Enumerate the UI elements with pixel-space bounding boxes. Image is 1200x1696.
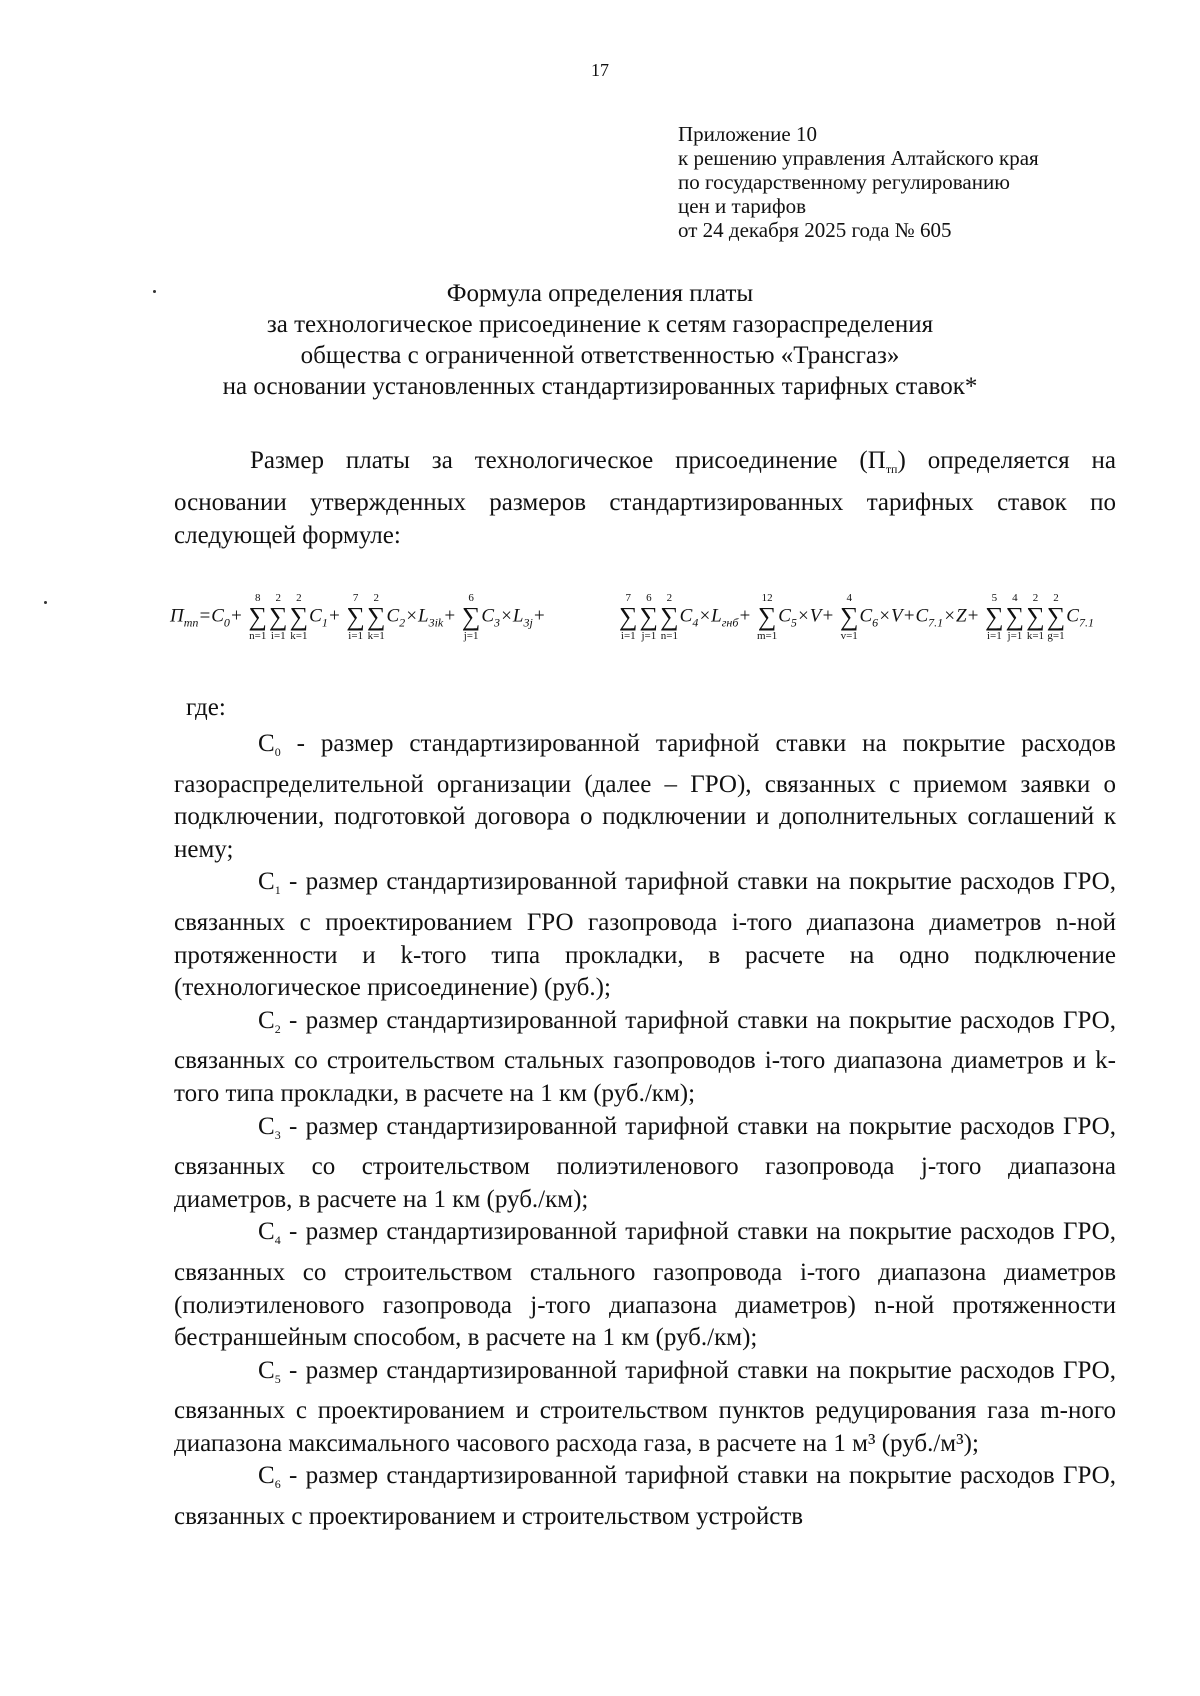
intro-subscript: тп xyxy=(885,462,898,476)
formula-term: C xyxy=(679,605,693,627)
sum-sign xyxy=(660,592,679,642)
sum-upper: 2 xyxy=(373,592,379,604)
definition-text: - размер стандартизированной тарифной ставки на покрытие расходов ГРО, связанных с проектированием ГРО газопровода i-того диапазона диаметров n-ной протяженности и k-того типа прокладки, в расчете на одно подключение (технологическое присоединение) (руб.); xyxy=(174,868,1116,1002)
definition-text: - размер стандартизированной тарифной ставки на покрытие расходов ГРО, связанных с проектированием и строительством пунктов редуцирования газа m-ного диапазона максимального часового расхода газа, в расчете на 1 м³ (руб./м³); xyxy=(174,1356,1116,1457)
intro-text: Размер платы за технологическое присоединение (П xyxy=(250,447,886,474)
title-line: Формула определения платы xyxy=(446,280,754,307)
sum-lower: j=1 xyxy=(463,630,479,642)
definition-symbol: C xyxy=(258,1112,275,1140)
sum-sign xyxy=(248,592,267,642)
sum-lower: i=1 xyxy=(986,630,1002,642)
sum-upper: 6 xyxy=(646,592,652,604)
sigma-glyph: ∑ xyxy=(248,602,268,631)
formula-subscript: 6 xyxy=(872,615,879,630)
definition-symbol: C xyxy=(258,730,275,757)
sum-sign xyxy=(757,592,777,642)
sum-upper: 2 xyxy=(1053,592,1059,604)
sum-sign xyxy=(985,592,1004,642)
definition-item xyxy=(174,866,1116,1004)
sum-lower: j=1 xyxy=(641,630,657,642)
definition-text: - размер стандартизированной тарифной ставки на покрытие расходов газораспределительной организации (далее – ГРО), связанных с приемом заявки о подключении, подготовкой договора о подключении и дополнительных соглашений к нему; xyxy=(174,730,1116,863)
definition-symbol: C xyxy=(258,1462,275,1490)
formula-subscript: 1 xyxy=(321,615,328,630)
definition-subscript: 2 xyxy=(274,1021,281,1036)
formula-plus: + xyxy=(966,605,980,627)
appendix-line: по государственному регулированию xyxy=(678,170,1010,194)
appendix-line: от 24 декабря 2025 года № 605 xyxy=(678,218,952,242)
formula-subscript: 0 xyxy=(223,615,230,630)
sigma-glyph: ∑ xyxy=(289,602,309,631)
where-label: где: xyxy=(186,694,226,721)
sum-sign xyxy=(1006,592,1025,642)
formula-c0: =C xyxy=(198,605,224,627)
definition-subscript: 6 xyxy=(274,1477,281,1492)
sigma-glyph: ∑ xyxy=(660,602,679,631)
formula-plus: + xyxy=(902,605,916,627)
definition-subscript: 3 xyxy=(274,1127,281,1142)
sum-sign xyxy=(1026,592,1045,642)
formula-left-part xyxy=(170,592,546,642)
sum-sign xyxy=(462,592,481,642)
formula-term: C xyxy=(859,605,873,627)
sum-sign xyxy=(640,592,659,642)
sum-sign xyxy=(290,592,309,642)
formula-subscript: 3j xyxy=(523,615,533,630)
definition-symbol: C xyxy=(258,868,275,896)
formula-term: C xyxy=(778,605,791,627)
sum-upper: 4 xyxy=(846,592,852,604)
formula-right-part xyxy=(618,592,1094,642)
sum-sign xyxy=(619,592,638,642)
formula-term: C xyxy=(481,605,495,627)
definition-item xyxy=(174,1355,1116,1461)
title-line: за технологическое присоединение к сетям газораспределения xyxy=(266,311,934,338)
formula-plus: + xyxy=(532,605,546,627)
definition-item xyxy=(174,1216,1116,1354)
sigma-glyph: ∑ xyxy=(461,602,481,631)
document-title xyxy=(0,278,1200,402)
sigma-glyph: ∑ xyxy=(346,602,365,631)
title-line: на основании установленных стандартизированных тарифных ставок* xyxy=(222,373,978,400)
sum-upper: 12 xyxy=(761,592,773,604)
definition-symbol: C xyxy=(258,1218,275,1246)
formula-term: ×V xyxy=(878,605,903,627)
formula-term: C xyxy=(386,605,400,627)
sum-lower: g=1 xyxy=(1047,630,1065,642)
sum-lower: i=1 xyxy=(620,630,636,642)
sum-lower: i=1 xyxy=(348,630,364,642)
sum-sign xyxy=(346,592,365,642)
definition-item xyxy=(174,1005,1116,1111)
definition-text: - размер стандартизированной тарифной ставки на покрытие расходов ГРО, связанных со строительством стального газопровода i-того диапазона диаметров (полиэтиленового газопровода j-того диапазона диаметров) n-ной протяженности бестраншейным способом, в расчете на 1 км (руб./км); xyxy=(174,1218,1116,1352)
definition-subscript: 5 xyxy=(274,1371,281,1386)
sum-upper: 2 xyxy=(296,592,302,604)
sum-sign xyxy=(840,592,859,642)
sigma-glyph: ∑ xyxy=(619,602,638,631)
sum-lower: m=1 xyxy=(756,630,778,642)
formula-term: ×L xyxy=(698,605,722,627)
definition-symbol: C xyxy=(258,1006,275,1034)
sum-lower: n=1 xyxy=(249,630,267,642)
sigma-glyph: ∑ xyxy=(1046,602,1066,631)
appendix-line: к решению управления Алтайского края xyxy=(678,146,1039,170)
formula-term: C xyxy=(1066,605,1079,627)
definition-text: - размер стандартизированной тарифной ставки на покрытие расходов ГРО, связанных со строительством стальных газопроводов i-того диапазона диаметров и k-того типа прокладки, в расчете на 1 км (руб./км); xyxy=(174,1006,1116,1107)
sum-lower: j=1 xyxy=(1007,630,1023,642)
definition-item xyxy=(174,1460,1116,1533)
formula-lhs-subscript: тп xyxy=(183,615,199,630)
tariff-formula xyxy=(170,592,1130,682)
sigma-glyph: ∑ xyxy=(1005,602,1025,631)
sum-upper: 4 xyxy=(1012,592,1018,604)
intro-text: ) определяется на основании утвержденных размеров стандартизированных тарифных ставок по следующей формуле: xyxy=(174,447,1116,549)
formula-subscript: 7.1 xyxy=(928,615,944,630)
sum-upper: 7 xyxy=(625,592,632,604)
formula-subscript: 4 xyxy=(692,615,699,630)
formula-lhs: П xyxy=(170,605,184,627)
sigma-glyph: ∑ xyxy=(269,602,288,631)
formula-subscript: 7.1 xyxy=(1078,615,1094,630)
formula-term: C xyxy=(309,605,322,627)
sigma-glyph: ∑ xyxy=(985,602,1004,631)
sum-upper: 2 xyxy=(666,592,673,604)
sigma-glyph: ∑ xyxy=(839,602,859,631)
formula-term: ×V xyxy=(796,605,822,627)
appendix-line: цен и тарифов xyxy=(678,194,807,218)
sigma-glyph: ∑ xyxy=(1026,602,1045,631)
sigma-glyph: ∑ xyxy=(366,602,386,631)
definition-subscript: 0 xyxy=(274,745,281,759)
definition-item xyxy=(174,728,1116,866)
formula-term: ×L xyxy=(500,605,524,627)
definition-text: - размер стандартизированной тарифной ставки на покрытие расходов ГРО, связанных с проектированием и строительством устройств xyxy=(174,1462,1116,1531)
scan-dot xyxy=(44,601,47,604)
formula-plus: + xyxy=(229,605,243,627)
sigma-glyph: ∑ xyxy=(639,602,659,631)
formula-plus: + xyxy=(821,605,835,627)
sum-lower: k=1 xyxy=(1026,630,1045,642)
sum-upper: 2 xyxy=(275,592,282,604)
sum-lower: k=1 xyxy=(367,630,385,642)
formula-subscript: 2 xyxy=(399,615,406,630)
intro-paragraph xyxy=(174,444,1116,552)
sum-lower: v=1 xyxy=(840,630,858,642)
formula-term: C xyxy=(915,605,929,627)
definitions-list xyxy=(174,728,1116,1534)
definition-symbol: C xyxy=(258,1356,275,1384)
appendix-block xyxy=(678,122,1039,242)
definition-subscript: 1 xyxy=(274,883,281,898)
sum-upper: 8 xyxy=(255,592,261,604)
formula-plus: + xyxy=(738,605,752,627)
formula-plus: + xyxy=(327,605,341,627)
sum-sign xyxy=(367,592,386,642)
sum-lower: i=1 xyxy=(270,630,286,642)
formula-subscript: 3 xyxy=(494,615,501,630)
sum-upper: 5 xyxy=(991,592,998,604)
formula-subscript: гнб xyxy=(721,615,739,630)
formula-subscript: 3ik xyxy=(428,615,444,630)
title-line: общества с ограниченной ответственностью «Трансгаз» xyxy=(300,342,900,369)
sum-lower: k=1 xyxy=(290,630,308,642)
definition-item xyxy=(174,1111,1116,1217)
sum-upper: 7 xyxy=(352,592,359,604)
formula-plus: + xyxy=(443,605,457,627)
sum-sign xyxy=(269,592,288,642)
definition-text: - размер стандартизированной тарифной ставки на покрытие расходов ГРО, связанных со строительством полиэтиленового газопровода j-того диапазона диаметров, в расчете на 1 км (руб./км); xyxy=(174,1112,1116,1213)
formula-term: ×Z xyxy=(943,605,967,627)
appendix-line: Приложение 10 xyxy=(678,122,817,146)
sum-upper: 2 xyxy=(1032,592,1039,604)
formula-term: ×L xyxy=(405,605,429,627)
sigma-glyph: ∑ xyxy=(757,602,777,631)
sum-upper: 6 xyxy=(468,592,474,604)
formula-subscript: 5 xyxy=(790,615,797,630)
definition-subscript: 4 xyxy=(274,1233,281,1248)
sum-lower: n=1 xyxy=(660,630,678,642)
page-number: 17 xyxy=(591,60,609,80)
sum-sign xyxy=(1047,592,1066,642)
